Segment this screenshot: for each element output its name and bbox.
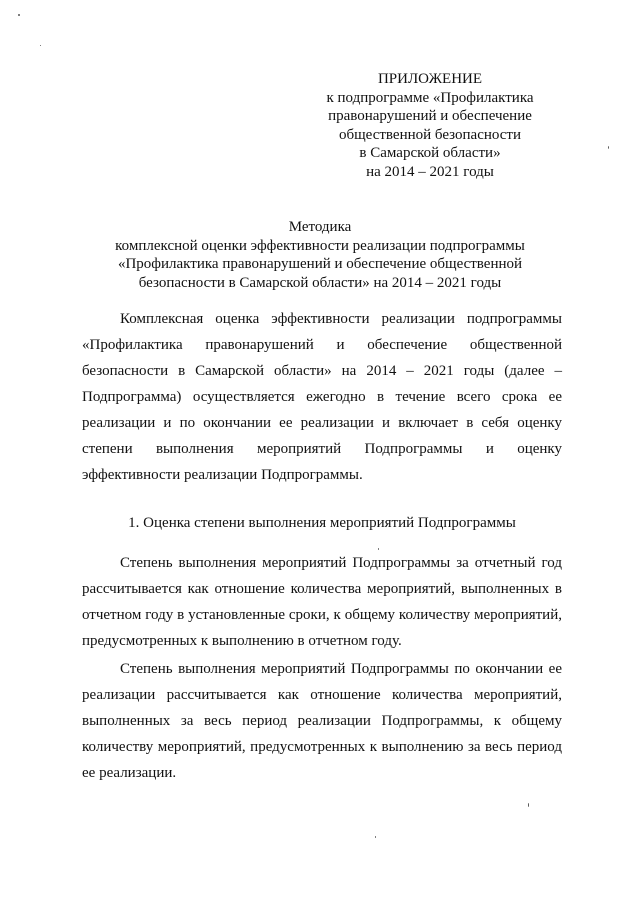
document-title: [80, 218, 560, 292]
section-heading: 1. Оценка степени выполнения мероприятий Подпрограммы: [128, 515, 516, 531]
scan-speck: [18, 14, 20, 16]
title-line: Методика: [288, 219, 352, 235]
appendix-line: общественной безопасности: [338, 126, 521, 143]
title-line: безопасности в Самарской области» на 2014 – 2021 годы: [138, 274, 502, 291]
intro-paragraph: Комплексная оценка эффективности реализации подпрограммы «Профилактика правонарушений и обеспечение общественной безопасности в Самарской области» на 2014 – 2021 годы (далее – Подпрограмма) осуществляется ежегодно в течение всего срока ее реализации и по окончании ее реализации и включает в себя оценку степени выполнения мероприятий Подпрограммы и оценку эффективности реализации Подпрограммы.: [82, 311, 562, 483]
title-line: «Профилактика правонарушений и обеспечение общественной: [117, 256, 523, 272]
section-paragraph: Степень выполнения мероприятий Подпрограммы за отчетный год рассчитывается как отношение количества мероприятий, выполненных в отчетном году в установленные сроки, к общему количеству мероприятий, предусмотренных к выполнению в отчетном году.: [82, 555, 562, 649]
scan-speck: [375, 836, 376, 838]
scan-speck: [40, 45, 41, 46]
appendix-header: [300, 70, 560, 181]
appendix-label: ПРИЛОЖЕНИЕ: [377, 71, 483, 87]
scan-speck: [608, 146, 609, 149]
appendix-line: к подпрограмме «Профилактика: [326, 89, 534, 106]
appendix-line: в Самарской области»: [359, 145, 501, 161]
appendix-line: правонарушений и обеспечение: [328, 108, 532, 124]
scan-speck: [528, 803, 529, 807]
title-line: комплексной оценки эффективности реализации подпрограммы: [115, 237, 525, 254]
section-paragraph: Степень выполнения мероприятий Подпрограммы по окончании ее реализации рассчитывается как отношение количества мероприятий, выполненных за весь период реализации Подпрограммы, к общему количеству мероприятий, предусмотренных к выполнению за весь период ее реализации.: [82, 661, 562, 781]
appendix-line: на 2014 – 2021 годы: [366, 163, 494, 180]
